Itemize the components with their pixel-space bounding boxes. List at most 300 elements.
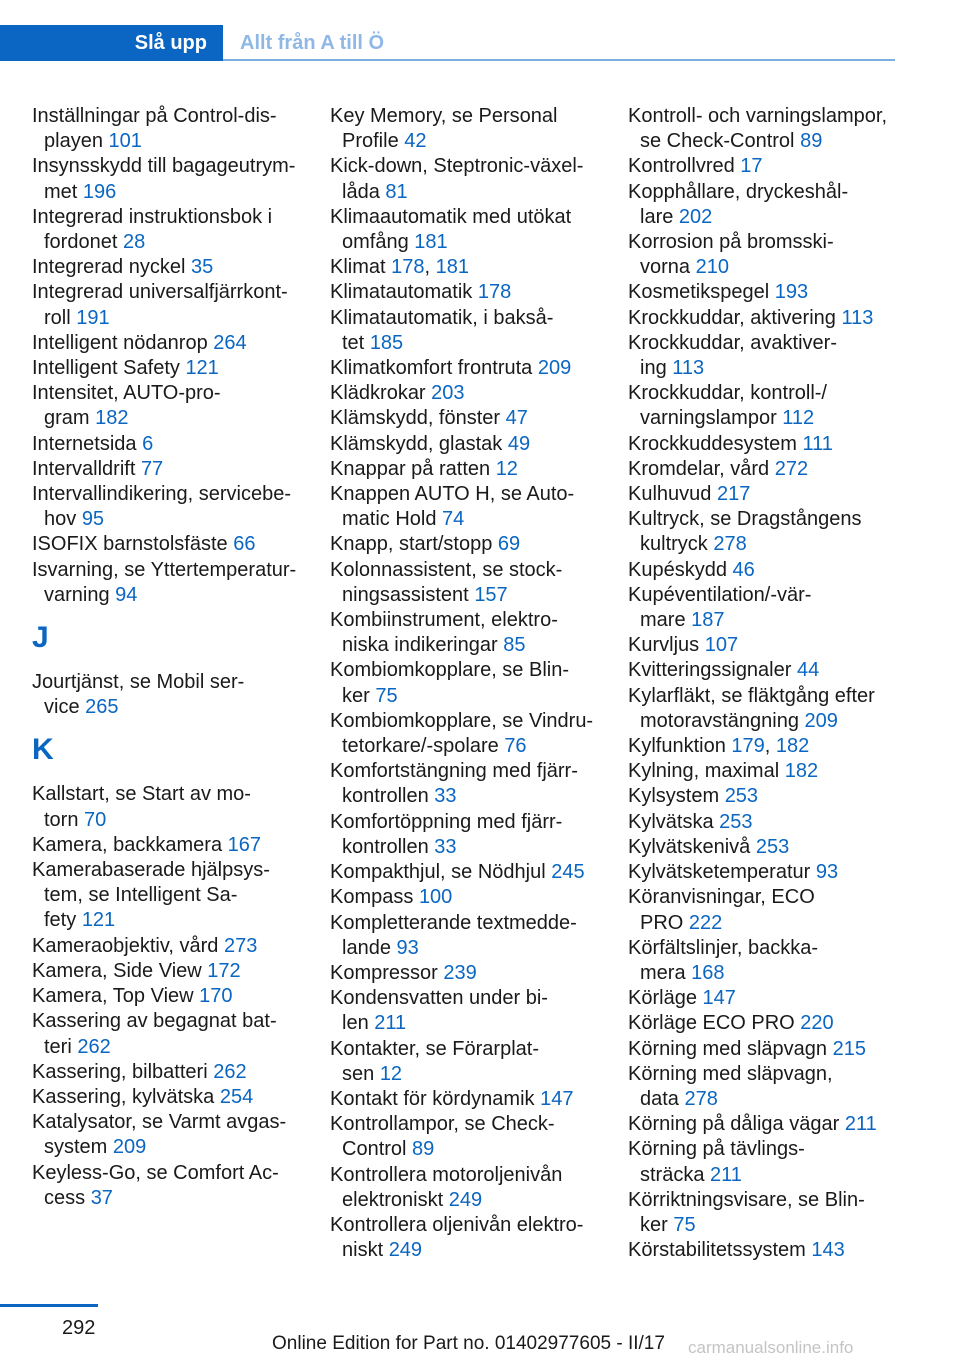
index-entry (32, 1085, 317, 1110)
entry-text: Kamera, backkamera (32, 833, 223, 856)
page-link[interactable]: 278 (713, 533, 747, 556)
index-entry (628, 1112, 928, 1137)
page-link[interactable]: 6 (142, 432, 154, 455)
page-link[interactable]: 262 (213, 1060, 247, 1083)
index-entry (32, 858, 317, 934)
entry-text: Krockkuddar, kontroll-/ (628, 382, 827, 405)
page-link[interactable]: 210 (695, 256, 729, 279)
index-entry (628, 104, 928, 154)
page-link[interactable]: 249 (388, 1239, 423, 1262)
entry-text: låda (342, 180, 380, 203)
entry-text: Körning med släpvagn (628, 1037, 828, 1060)
entry-text: sen (342, 1062, 375, 1085)
index-entry (330, 104, 615, 154)
page-link[interactable]: 209 (804, 709, 838, 732)
entry-text: fordonet (44, 231, 118, 254)
index-entry (330, 356, 615, 381)
entry-text: Kallstart, se Start av mo- (32, 783, 251, 806)
index-entry (32, 482, 317, 532)
header-bar (0, 25, 895, 63)
entry-text: Inställningar på Control-dis- (32, 105, 277, 127)
page-link[interactable]: 220 (800, 1012, 834, 1035)
entry-text: Kombiinstrument, elektro- (330, 609, 558, 632)
entry-text: varningslampor (640, 407, 777, 430)
index-entry (330, 154, 615, 204)
index-entry (628, 810, 928, 835)
page-link[interactable]: 112 (782, 407, 815, 430)
entry-text: tetorkare/-spolare (342, 735, 499, 758)
entry-text: ing (640, 357, 667, 380)
entry-text: Kombiomkopplare, se Blin- (330, 659, 569, 682)
watermark: carmanualsonline.info (688, 1338, 854, 1357)
page-link[interactable]: 89 (800, 130, 823, 153)
entry-text: sträcka (640, 1163, 705, 1186)
index-column-2 (330, 104, 615, 1263)
page-link[interactable]: 185 (369, 331, 404, 354)
entry-text: niska indikeringar (342, 634, 498, 657)
entry-text: met (44, 180, 78, 203)
page-link[interactable]: 89 (412, 1138, 435, 1161)
entry-text: Klimat (330, 256, 386, 279)
index-entry (330, 911, 615, 961)
entry-text: mare (640, 609, 686, 632)
section-letter: J (32, 621, 49, 655)
entry-text: lande (342, 936, 391, 959)
entry-text: Kameraobjektiv, vård (32, 934, 219, 957)
page-link[interactable]: 172 (207, 959, 241, 982)
index-entry (628, 230, 928, 280)
entry-text: Krockkuddesystem (628, 432, 797, 455)
entry-text: Keyless-Go, se Comfort Ac- (32, 1161, 279, 1184)
entry-text: Kontrollvred (628, 155, 735, 178)
entry-text: ningsassistent (342, 583, 469, 606)
entry-text: Kolonnassistent, se stock- (330, 558, 563, 581)
entry-text: kontrollen (342, 835, 429, 858)
index-entry (330, 280, 615, 305)
entry-text: Körläge ECO PRO (628, 1012, 795, 1035)
index-entry (628, 432, 928, 457)
index-entry (628, 835, 928, 860)
page-link[interactable]: 168 (691, 961, 725, 984)
page-link[interactable]: 77 (140, 457, 164, 480)
page-link[interactable]: 66 (233, 533, 256, 556)
page-link[interactable]: 253 (719, 810, 753, 833)
index-entry (628, 784, 928, 809)
page-link[interactable]: 178 (477, 281, 512, 304)
index-entry (628, 860, 928, 885)
index-entry (32, 457, 317, 482)
page-link[interactable]: 253 (755, 835, 790, 858)
page-link[interactable]: 262 (77, 1035, 111, 1058)
entry-text: kultryck (640, 533, 708, 556)
page-link[interactable]: 147 (540, 1087, 574, 1110)
index-entry (32, 205, 317, 255)
entry-text: Kassering, kylvätska (32, 1085, 215, 1108)
index-entry (32, 255, 317, 280)
index-entry (330, 709, 615, 759)
index-entry (32, 670, 317, 720)
index-entry (32, 104, 317, 154)
index-entry (628, 936, 928, 986)
entry-text: Kontrollampor, se Check- (330, 1113, 555, 1136)
index-entry (330, 658, 615, 708)
entry-text: Jourtjänst, se Mobil ser- (32, 671, 245, 694)
entry-text: Körfältslinjer, backka- (628, 936, 819, 959)
index-entry (32, 959, 317, 984)
index-entry (330, 759, 615, 809)
page-link[interactable]: 181 (414, 231, 448, 254)
entry-text: hov (44, 508, 77, 531)
index-entry (628, 482, 928, 507)
index-entry (330, 1112, 615, 1162)
entry-text: mera (640, 961, 686, 984)
page-link[interactable]: 211 (374, 1012, 407, 1035)
entry-text: Kylarfläkt, se fläktgång efter (628, 684, 875, 707)
index-entry (32, 1161, 317, 1211)
page-link[interactable]: 49 (507, 432, 531, 455)
entry-text: Kromdelar, vård (628, 457, 770, 480)
entry-text: Körriktningsvisare, se Blin- (628, 1188, 865, 1211)
entry-text: Kick-down, Steptronic-växel- (330, 155, 584, 178)
page-link[interactable]: 12 (379, 1062, 403, 1085)
entry-text: Knappar på ratten (330, 457, 491, 480)
page-link[interactable]: 211 (710, 1163, 742, 1186)
footer-rule (0, 1304, 98, 1307)
index-entry (32, 934, 317, 959)
page-link[interactable]: 147 (702, 987, 736, 1010)
page-link[interactable]: 76 (504, 735, 527, 758)
page-link[interactable]: 202 (678, 205, 713, 228)
index-entry (628, 759, 928, 784)
entry-text: Kamerabaserade hjälpsys- (32, 859, 270, 882)
page-link[interactable]: 101 (108, 130, 142, 153)
edition-note: Online Edition for Part no. 01402977605 - II/17 (272, 1333, 665, 1354)
entry-text: Kylning, maximal (628, 760, 780, 783)
index-entry (330, 1163, 615, 1213)
index-entry (330, 885, 615, 910)
entry-text: data (640, 1087, 679, 1110)
page-link[interactable]: 74 (442, 508, 465, 531)
index-entry (330, 1213, 615, 1263)
page-link[interactable]: 193 (774, 281, 809, 304)
page-link[interactable]: 46 (732, 558, 755, 581)
entry-text: elektroniskt (342, 1188, 444, 1211)
page-link[interactable]: 182 (775, 735, 810, 758)
entry-text: Kylvätskenivå (628, 835, 751, 858)
page-link[interactable]: 253 (724, 785, 759, 808)
page-link[interactable]: 272 (774, 457, 809, 480)
index-entry (330, 986, 615, 1036)
entry-text: Körning på tävlings- (628, 1138, 805, 1161)
entry-text: Kopphållare, dryckeshål- (628, 180, 849, 203)
index-entry (628, 1238, 928, 1263)
page-link[interactable]: 95 (81, 508, 105, 531)
entry-text: matic Hold (342, 508, 437, 531)
page-link[interactable]: 254 (219, 1085, 254, 1108)
index-entry (32, 331, 317, 356)
entry-text: Klimaautomatik med utökat (330, 205, 572, 228)
entry-text: Knappen AUTO H, se Auto- (330, 483, 575, 506)
page-link[interactable]: 121 (81, 909, 116, 932)
entry-text: Kamera, Top View (32, 985, 194, 1008)
entry-text: gram (44, 407, 90, 430)
entry-text: Körning på dåliga vägar (628, 1113, 840, 1136)
page-link[interactable]: 264 (213, 331, 247, 354)
page-link[interactable]: 121 (185, 357, 219, 380)
page-link[interactable]: 94 (115, 583, 138, 606)
index-entry (32, 356, 317, 381)
page-link[interactable]: 33 (434, 785, 457, 808)
entry-text: Kontakter, se Förarplat- (330, 1037, 539, 1060)
page-link[interactable]: 111 (802, 432, 833, 455)
index-entry (330, 432, 615, 457)
page-link[interactable]: 178 (391, 256, 425, 279)
entry-text: Key Memory, se Personal (330, 105, 558, 127)
page-link[interactable]: 182 (95, 407, 129, 430)
entry-text: niskt (342, 1239, 384, 1262)
entry-text: Kondensvatten under bi- (330, 987, 548, 1010)
index-entry (330, 961, 615, 986)
entry-text: Katalysator, se Varmt avgas- (32, 1111, 287, 1134)
entry-text: Kamera, Side View (32, 959, 202, 982)
entry-text: Integrerad universalfjärrkont- (32, 281, 288, 304)
page-link[interactable]: 113 (841, 306, 874, 329)
entry-text: Köranvisningar, ECO (628, 886, 815, 909)
page-link[interactable]: 93 (396, 936, 419, 959)
page-link[interactable]: 35 (190, 256, 214, 279)
entry-text: Klimatautomatik (330, 281, 473, 304)
page-link[interactable]: 211 (844, 1113, 877, 1136)
page-link[interactable]: 42 (404, 130, 427, 153)
page-link[interactable]: 187 (691, 609, 725, 632)
index-entry (330, 532, 615, 557)
entry-text: Intelligent Safety (32, 357, 180, 380)
index-entry (32, 280, 317, 330)
entry-text: len (342, 1012, 369, 1035)
section-letter: K (32, 733, 54, 767)
entry-text: Kupéventilation/-vär- (628, 583, 812, 606)
page-link[interactable]: 217 (716, 483, 751, 506)
index-entry (628, 658, 928, 683)
entry-text: Kupéskydd (628, 558, 727, 581)
page-link[interactable]: 222 (688, 911, 723, 934)
entry-text: Kompressor (330, 961, 438, 984)
entry-text: Kontakt för kördynamik (330, 1087, 535, 1110)
entry-text: se Check-Control (640, 130, 795, 153)
entry-text: tem, se Intelligent Sa- (44, 884, 238, 907)
page-link[interactable]: 179 (731, 735, 765, 758)
page-link[interactable]: 203 (431, 382, 465, 405)
page-link[interactable]: 75 (673, 1213, 696, 1236)
entry-text: vorna (640, 256, 691, 279)
page-link[interactable]: 278 (684, 1087, 718, 1110)
entry-text: Integrerad instruktionsbok i (32, 205, 273, 228)
entry-text: varning (44, 583, 110, 606)
entry-text: Kylvätska (628, 810, 714, 833)
page-link[interactable]: 273 (223, 934, 258, 957)
entry-text: Klädkrokar (330, 382, 426, 405)
index-entry (330, 381, 615, 406)
entry-text: cess (44, 1186, 86, 1209)
entry-text: Klämskydd, glastak (330, 432, 503, 455)
page-link[interactable]: 85 (503, 634, 526, 657)
entry-text: Kylvätsketemperatur (628, 861, 811, 884)
index-entry (628, 986, 928, 1011)
index-entry (628, 684, 928, 734)
page-link[interactable]: 93 (815, 861, 839, 884)
page-link[interactable]: 182 (784, 760, 819, 783)
index-entry: Kylfunktion 179, 182 (628, 735, 810, 758)
page-link[interactable]: 170 (199, 985, 233, 1008)
index-entry (330, 1087, 615, 1112)
entry-text: torn (44, 808, 79, 831)
index-entry (628, 457, 928, 482)
index-entry (32, 1110, 317, 1160)
entry-text: Korrosion på bromsski- (628, 231, 834, 254)
entry-text: Kompass (330, 886, 414, 909)
entry-text: Klimatkomfort frontruta (330, 357, 533, 380)
entry-text: Klämskydd, fönster (330, 407, 501, 430)
page-link[interactable]: 100 (418, 886, 453, 909)
index-entry (330, 406, 615, 431)
entry-text: roll (44, 306, 71, 329)
entry-text: Krockkuddar, aktivering (628, 306, 836, 329)
index-entry (330, 810, 615, 860)
page-link[interactable]: 215 (832, 1037, 866, 1060)
entry-text: Knapp, start/stopp (330, 533, 493, 556)
page-link[interactable]: 107 (704, 634, 739, 657)
entry-text: Kylsystem (628, 785, 720, 808)
index-entry (628, 306, 928, 331)
index-entry (628, 1037, 928, 1062)
index-entry (330, 860, 615, 885)
entry-text: Control (342, 1138, 407, 1161)
entry-text: omfång (342, 231, 409, 254)
entry-text: system (44, 1136, 108, 1159)
index-entry (32, 1009, 317, 1059)
page-link[interactable]: 17 (740, 155, 763, 178)
page-number: 292 (62, 1317, 96, 1339)
page-link[interactable]: 209 (112, 1136, 147, 1159)
page-link[interactable]: 44 (796, 659, 820, 682)
entry-text: Körstabilitetssystem (628, 1239, 806, 1262)
index-entry (32, 432, 317, 457)
entry-text: Krockkuddar, avaktiver- (628, 331, 837, 354)
page-link[interactable]: 47 (505, 407, 528, 430)
index-entry (628, 507, 928, 557)
entry-text: Körläge (628, 987, 697, 1010)
page-link[interactable]: 37 (90, 1186, 113, 1209)
entry-text: ker (640, 1213, 668, 1236)
entry-text: Kontrollera motoroljenivån (330, 1163, 563, 1186)
page-link[interactable]: 249 (448, 1188, 483, 1211)
index-entry (32, 833, 317, 858)
index-entry (32, 154, 317, 204)
index-entry (628, 1137, 928, 1187)
index-entry (628, 558, 928, 583)
entry-text: Intervalldrift (32, 457, 136, 480)
entry-text: Kompakthjul, se Nödhjul (330, 861, 546, 884)
tab-allt-fran-a-till-o[interactable]: Allt från A till Ö (240, 32, 385, 54)
entry-text: Kurvljus (628, 634, 700, 657)
entry-text: Kylfunktion (628, 735, 726, 758)
page-link[interactable]: 12 (495, 457, 518, 480)
page-link[interactable]: 196 (82, 180, 117, 203)
entry-text: Klimatautomatik, i bakså- (330, 306, 554, 329)
entry-text: Intervallindikering, servicebe- (32, 483, 292, 506)
page-link[interactable]: 191 (76, 306, 110, 329)
index-entry (32, 984, 317, 1009)
page-link[interactable]: 245 (551, 861, 585, 884)
index-entry (628, 633, 928, 658)
entry-text: tet (342, 331, 365, 354)
page-link[interactable]: 157 (474, 583, 508, 606)
entry-text: Isvarning, se Yttertemperatur- (32, 558, 297, 581)
index-entry (32, 381, 317, 431)
entry-text: Profile (342, 130, 399, 153)
entry-text: Kulhuvud (628, 483, 712, 506)
entry-text: PRO (640, 911, 684, 934)
entry-text: fety (44, 909, 77, 932)
entry-text: Insynsskydd till bagageutrym- (32, 155, 296, 178)
index-entry (32, 532, 317, 557)
page-link[interactable]: 81 (385, 180, 408, 203)
tab-sla-upp[interactable]: Slå upp (0, 25, 223, 61)
index-entry (628, 331, 928, 381)
index-entry (628, 180, 928, 230)
entry-text: Internetsida (32, 432, 137, 455)
index-entry (628, 154, 928, 179)
page-link[interactable]: 239 (443, 961, 477, 984)
entry-text: teri (44, 1035, 72, 1058)
page-link[interactable]: 143 (811, 1239, 845, 1262)
page-link[interactable]: 70 (84, 808, 107, 831)
entry-text: motoravstängning (640, 709, 799, 732)
entry-text: Kombiomkopplare, se Vindru- (330, 709, 594, 732)
entry-text: lare (640, 205, 674, 228)
entry-text: ker (342, 684, 370, 707)
entry-text: Kosmetikspegel (628, 281, 770, 304)
page-link[interactable]: 113 (672, 357, 705, 380)
page-link[interactable]: 181 (435, 256, 470, 279)
index-entry (628, 583, 928, 633)
page-link[interactable]: 33 (434, 835, 457, 858)
entry-text: Kontrollera oljenivån elektro- (330, 1213, 584, 1236)
index-entry (628, 280, 928, 305)
entry-text: Kompletterande textmedde- (330, 911, 577, 934)
entry-text: Komfortstängning med fjärr- (330, 760, 578, 783)
page-link[interactable]: 28 (122, 231, 146, 254)
entry-text: ISOFIX barnstolsfäste (32, 533, 228, 556)
index-entry (330, 306, 615, 356)
index-entry (628, 1062, 928, 1112)
index-entry (330, 558, 615, 608)
page-link[interactable]: 209 (537, 357, 572, 380)
index-entry (330, 482, 615, 532)
index-entry (32, 558, 317, 608)
entry-text: playen (44, 130, 103, 153)
entry-text: Integrerad nyckel (32, 256, 186, 279)
index-entry (32, 782, 317, 832)
page-link[interactable]: 75 (375, 684, 398, 707)
index-column-3 (628, 104, 928, 1263)
entry-text: vice (44, 696, 80, 719)
entry-text: Intelligent nödanrop (32, 331, 208, 354)
page-link[interactable]: 265 (85, 696, 119, 719)
index-column-1 (32, 104, 317, 1211)
page-link[interactable]: 167 (227, 833, 262, 856)
page-link[interactable]: 69 (497, 533, 521, 556)
